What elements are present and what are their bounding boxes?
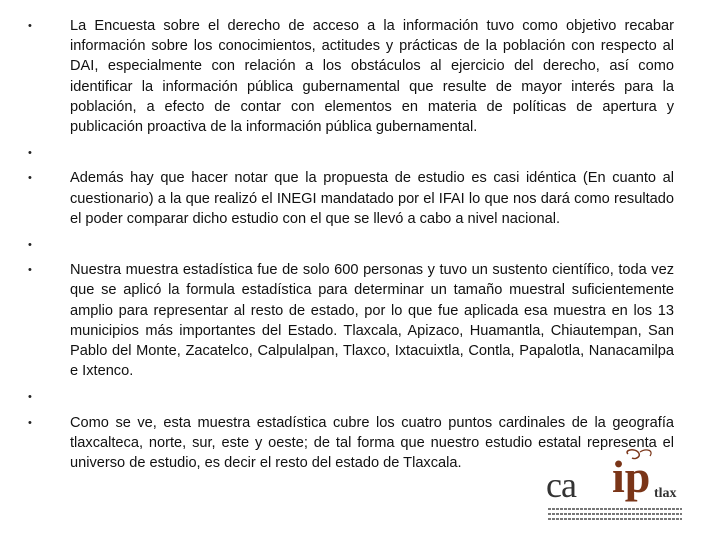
bullet-empty bbox=[28, 235, 674, 255]
bullet-objective bbox=[28, 16, 674, 137]
bullet-dot: • bbox=[28, 172, 32, 185]
bullet-text: Además hay que hacer notar que la propuesta de estudio es casi idéntica (En cuanto al cuestionario) a la que realizó el INEGI mandatado por el IFAI lo que nos dará como resultado el poder comparar dicho estudio con el que se llevó a cabo a nivel nacional. bbox=[70, 170, 674, 227]
bullet-dot: • bbox=[28, 147, 32, 160]
logo-ip: ip bbox=[612, 451, 651, 502]
bullet-text: Como se ve, esta muestra estadística cubre los cuatro puntos cardinales de la geografía tlaxcalteca, norte, sur, este y oeste; de tal forma que nuestro estudio estatal representa el universo de estudio, es decir el resto del estado de Tlaxcala. bbox=[70, 414, 674, 472]
bullet-dot: • bbox=[28, 416, 32, 429]
bullet-text: La Encuesta sobre el derecho de acceso a la información tuvo como objetivo recabar información sobre los conocimientos, actitudes y prácticas de la población con respecto al DAI, especialmente con relación a los obstáculos al ejercicio del derecho, así como identificar la información pública gubernamental que resulte de mayor interés para la población, a efecto de contar con elementos en materia de políticas de apertura y publicación proactiva de la información pública gubernamental. bbox=[70, 18, 674, 136]
bullet-comparison bbox=[28, 168, 674, 229]
logo-ca: ca bbox=[546, 465, 576, 505]
bullet-dot: • bbox=[28, 20, 32, 32]
bullet-dot: • bbox=[28, 391, 32, 404]
bullet-dot: • bbox=[28, 239, 32, 252]
bullet-list bbox=[28, 16, 674, 473]
bullet-dot: • bbox=[28, 264, 32, 277]
bullet-text: Nuestra muestra estadística fue de solo 600 personas y tuvo un sustento científico, toda vez que se aplicó la formula estadística para determinar un tamaño muestral suficientemente amplio para representar al resto de estado, por lo que fue aplicada esa muestra en los 13 municipios más importantes del Estado. Tlaxcala, Apizaco, Huamantla, Chiautempan, San Pablo del Monte, Zacatelco, Calpulalpan, Tlaxco, Ixtacuixtla, Contla, Papalotla, Nanacamilpa e Ixtenco. bbox=[70, 262, 674, 380]
caip-logo bbox=[542, 448, 688, 526]
logo-fine-print bbox=[548, 508, 682, 524]
logo-tlax: tlax bbox=[654, 486, 677, 501]
bullet-empty bbox=[28, 387, 674, 407]
bullet-empty bbox=[28, 143, 674, 163]
bullet-sample bbox=[28, 260, 674, 381]
